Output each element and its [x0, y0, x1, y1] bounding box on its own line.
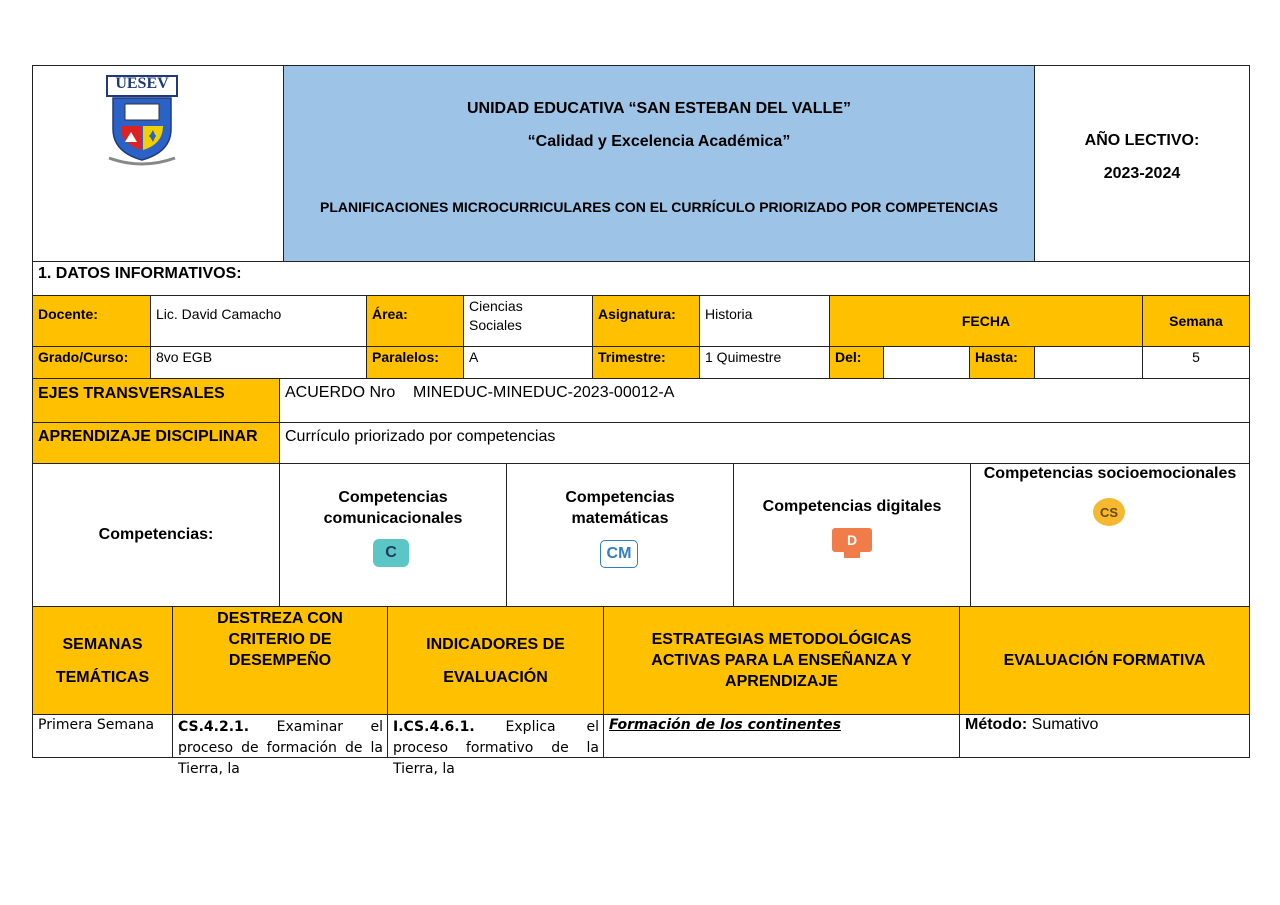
header-destreza-text: DESTREZA CON CRITERIO DE DESEMPEÑO: [217, 610, 343, 669]
year-label: AÑO LECTIVO:: [1084, 132, 1200, 149]
asignatura-value: Historia: [699, 295, 830, 347]
comunicacionales-icon-glyph: C: [385, 544, 397, 561]
header-estrategias: [603, 606, 960, 715]
digitales-label: Competencias digitales: [762, 498, 942, 515]
header-semanas-text: SEMANAS TEMÁTICAS: [55, 635, 150, 686]
grado-value: 8vo EGB: [150, 346, 367, 379]
plan-title: PLANIFICACIONES MICROCURRICULARES CON EL CURRÍCULO PRIORIZADO POR COMPETENCIAS: [320, 199, 998, 215]
school-name: UNIDAD EDUCATIVA “SAN ESTEBAN DEL VALLE”: [466, 100, 851, 117]
header-indicadores: [387, 606, 604, 715]
row1-indicador-code: I.CS.4.6.1.: [393, 719, 475, 735]
docente-value: Lic. David Camacho: [150, 295, 367, 347]
hasta-value[interactable]: [1034, 346, 1143, 379]
fecha-label: FECHA: [829, 295, 1143, 347]
row1-destreza-code: CS.4.2.1.: [178, 719, 250, 735]
paralelos-label: Paralelos:: [366, 346, 464, 379]
title-cell: [283, 65, 1035, 262]
trimestre-value: 1 Quimestre: [699, 346, 830, 379]
section-datos-informativos: 1. DATOS INFORMATIVOS:: [32, 261, 1250, 296]
hasta-label: Hasta:: [969, 346, 1035, 379]
del-label: Del:: [829, 346, 884, 379]
matematicas-icon: [600, 540, 638, 568]
comunicacionales-cell: [279, 463, 507, 607]
socioemocionales-icon-glyph: CS: [1099, 504, 1119, 520]
ejes-value: ACUERDO Nro MINEDUC-MINEDUC-2023-00012-A: [279, 378, 1250, 423]
matematicas-icon-glyph: CM: [606, 545, 632, 562]
header-indicadores-text: INDICADORES DE EVALUACIÓN: [426, 635, 565, 686]
school-motto: “Calidad y Excelencia Académica”: [527, 133, 791, 150]
aprendizaje-label: APRENDIZAJE DISCIPLINAR: [32, 422, 280, 464]
logo-text: UESEV: [115, 75, 169, 92]
digitales-cell: [733, 463, 971, 607]
matematicas-label: Competencias matemáticas: [565, 489, 675, 527]
row1-indicador: [387, 714, 604, 777]
semana-value: 5: [1142, 346, 1250, 379]
aprendizaje-value: Currículo priorizado por competencias: [279, 422, 1250, 464]
row1-indicador-text: Explica el proceso formativo de la Tierra, la: [393, 719, 600, 777]
year-cell: [1034, 65, 1250, 262]
header-destreza: [172, 606, 388, 715]
del-value[interactable]: [883, 346, 970, 379]
socioemocionales-icon: [1093, 498, 1125, 526]
row1-metodo-value: Sumativo: [1031, 716, 1099, 733]
header-estrategias-text: ESTRATEGIAS METODOLÓGICAS ACTIVAS PARA LA ENSEÑANZA Y APRENDIZAJE: [651, 631, 912, 690]
digitales-icon-stand: [844, 552, 860, 558]
year-value: 2023-2024: [1103, 165, 1181, 182]
row1-evaluacion: [959, 714, 1250, 758]
area-label: Área:: [366, 295, 464, 347]
digitales-icon-glyph: D: [846, 532, 858, 548]
digitales-icon: [832, 528, 872, 552]
row1-estrategia: [603, 714, 960, 758]
semana-label: Semana: [1142, 295, 1250, 347]
docente-label: Docente:: [32, 295, 151, 347]
socioemocionales-cell: [970, 463, 1250, 607]
comunicacionales-label: Competencias comunicacionales: [323, 489, 463, 527]
area-value: [463, 295, 593, 347]
header-semanas: [32, 606, 173, 715]
matematicas-cell: [506, 463, 734, 607]
logo-cell: [32, 65, 284, 262]
row1-metodo-label: Método:: [965, 716, 1028, 733]
paralelos-value: A: [463, 346, 593, 379]
competencias-label: Competencias:: [32, 463, 280, 607]
row1-estrategia-text: Formación de los continentes: [609, 717, 841, 733]
asignatura-label: Asignatura:: [592, 295, 700, 347]
comunicacionales-icon: [373, 539, 409, 567]
header-evaluacion: EVALUACIÓN FORMATIVA: [959, 606, 1250, 715]
row1-destreza-text: Examinar el proceso de formación de la Tierra, la: [178, 719, 383, 777]
area-value-text: Ciencias Sociales: [469, 298, 523, 333]
row1-destreza: [172, 714, 388, 777]
grado-label: Grado/Curso:: [32, 346, 151, 379]
row1-semana: Primera Semana: [32, 714, 173, 758]
socioemocionales-label: Competencias socioemocionales: [983, 465, 1237, 482]
ejes-label: EJES TRANSVERSALES: [32, 378, 280, 423]
trimestre-label: Trimestre:: [592, 346, 700, 379]
